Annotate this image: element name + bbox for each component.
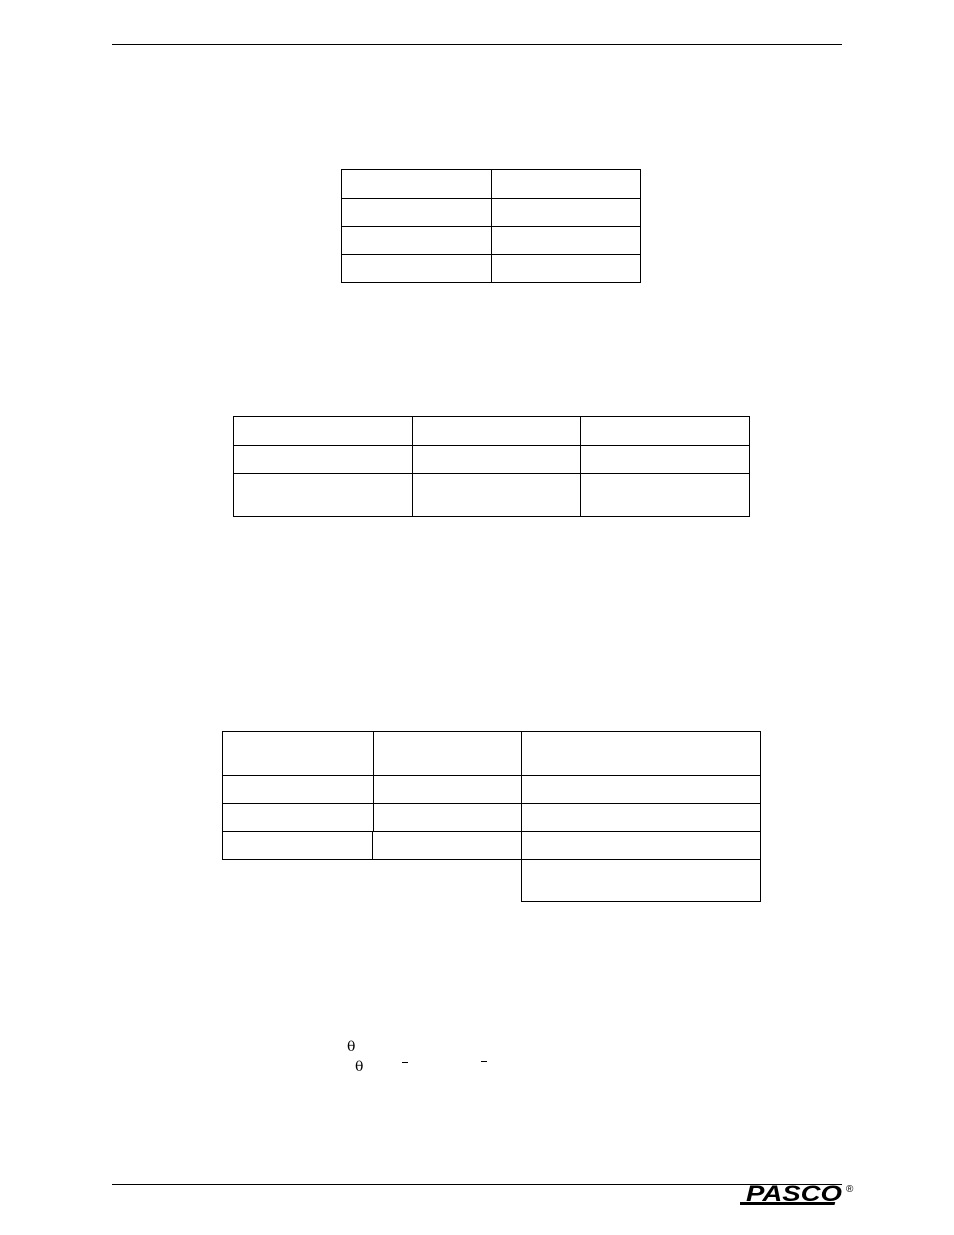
table-3-cell — [373, 832, 522, 860]
footer-rule — [112, 1184, 842, 1185]
table-3-cell — [223, 832, 373, 860]
table-2-cell — [581, 474, 750, 517]
table-2-cell — [581, 446, 750, 474]
table-3-cell — [223, 804, 374, 832]
table-2-cell — [413, 417, 581, 446]
table-3-extra-cell — [521, 859, 761, 902]
table-3 — [222, 731, 761, 860]
table-3-cell — [374, 804, 522, 832]
table-3-cell — [374, 776, 522, 804]
table-3-cell — [522, 732, 761, 776]
header-rule — [112, 44, 842, 45]
table-1 — [341, 169, 641, 283]
overbar-mark — [481, 1061, 487, 1062]
table-2-cell — [234, 446, 413, 474]
table-1-cell — [492, 227, 641, 255]
table-2-cell — [413, 474, 581, 517]
table-2-cell — [234, 417, 413, 446]
table-2-cell — [581, 417, 750, 446]
theta-symbol-lower: θ — [355, 1059, 364, 1075]
table-1-cell — [342, 170, 492, 199]
table-1-cell — [492, 199, 641, 227]
table-3-cell — [522, 776, 761, 804]
table-1-cell — [492, 255, 641, 283]
table-3-cell — [223, 776, 374, 804]
overbar-mark — [402, 1062, 408, 1063]
table-3-cell — [374, 732, 522, 776]
table-3-cell — [223, 732, 374, 776]
logo-text: PASCO — [746, 1183, 842, 1206]
table-1-cell — [492, 170, 641, 199]
table-2-cell — [234, 474, 413, 517]
table-2-cell — [413, 446, 581, 474]
table-3-cell — [522, 832, 761, 860]
table-1-cell — [342, 227, 492, 255]
table-1-cell — [342, 199, 492, 227]
table-3-cell — [522, 804, 761, 832]
pasco-logo — [740, 1183, 844, 1211]
table-2 — [233, 416, 750, 517]
table-1-cell — [342, 255, 492, 283]
registered-mark: ® — [846, 1184, 854, 1195]
theta-symbol-upper: θ — [347, 1039, 356, 1055]
